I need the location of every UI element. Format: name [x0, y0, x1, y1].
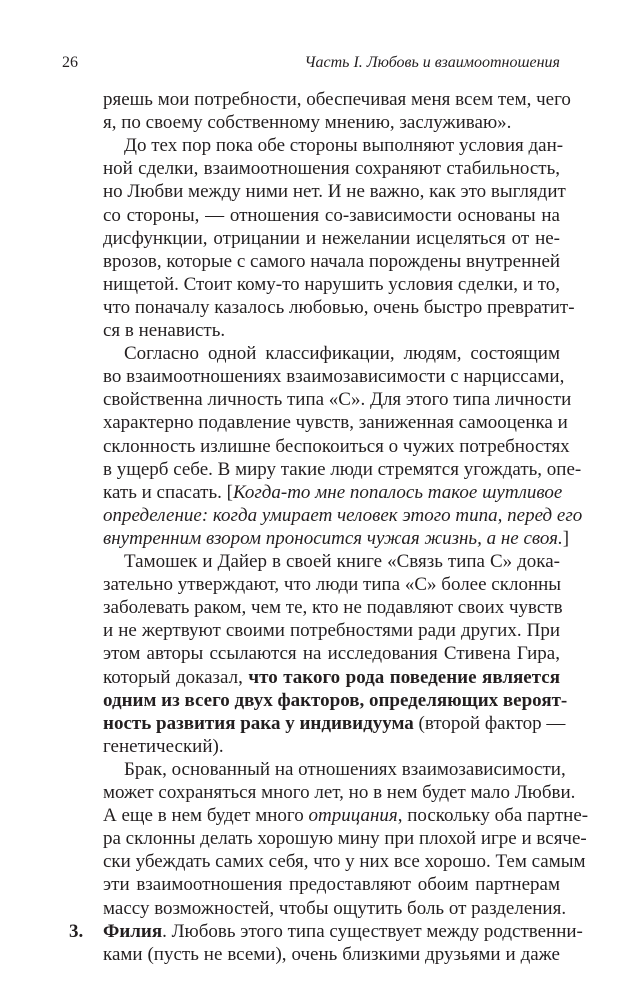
- text-line: [103, 596, 563, 620]
- text-segment: что поначалу казалось любовью, очень быстро превратит-: [103, 296, 575, 318]
- text-segment: заболевать раком, чем те, кто не подавляют своих чувств: [103, 597, 563, 619]
- text-segment: склонность излишне беспокоиться о чужих потребностях: [103, 435, 570, 457]
- bold-text: ность развития рака у индивидуума: [103, 712, 414, 734]
- text-segment: кать и спасать. [: [103, 481, 233, 503]
- text-line: [103, 619, 560, 643]
- text-line: [103, 411, 568, 435]
- text-segment: ной сделки, взаимоотношения сохраняют стабильность,: [103, 158, 560, 180]
- text-line: [103, 943, 560, 967]
- text-segment: . Любовь этого типа существует между родственни-: [162, 920, 583, 942]
- text-segment: дисфункции, отрицании и нежелании исцеляться от не-: [103, 227, 560, 249]
- italic-text: определение: когда умирает человек этого типа, перед его: [103, 504, 583, 526]
- text-line: [103, 273, 560, 297]
- text-line: [103, 804, 589, 828]
- text-line: [103, 481, 563, 505]
- italic-text: внутренним взором проносится чужая жизнь, а не своя.: [103, 527, 563, 549]
- text-line: [103, 735, 560, 759]
- text-segment: А еще в нем будет много: [103, 805, 309, 827]
- text-line: [103, 666, 560, 690]
- text-line: [124, 550, 560, 574]
- text-line: [103, 689, 568, 713]
- text-line: [103, 296, 575, 320]
- text-segment: ра склонны делать хорошую мину при плохой игре и всяче-: [103, 828, 587, 850]
- text-line: [103, 204, 560, 228]
- text-segment: ками (пусть не всеми), очень близкими друзьями и даже: [103, 943, 560, 965]
- text-segment: нищетой. Стоит кому-то нарушить условия сделки, и то,: [103, 273, 560, 295]
- bold-text: одним из всего двух факторов, определяющих вероят-: [103, 689, 568, 711]
- text-segment: ски убеждать самих себя, что у них все хорошо. Тем самым: [103, 851, 586, 873]
- text-segment: массу возможностей, чтобы ощутить боль от разделения.: [103, 897, 567, 919]
- text-line: [103, 827, 587, 851]
- text-line: [103, 157, 560, 181]
- text-segment: я, по своему собственному мнению, заслуживаю».: [103, 112, 512, 134]
- text-segment: свойственна личность типа «С». Для этого типа личности: [103, 389, 572, 411]
- text-line: [103, 227, 560, 251]
- running-title: Часть I. Любовь и взаимоотношения: [304, 54, 560, 71]
- text-line: [103, 504, 583, 528]
- text-segment: Тамошек и Дайер в своей книге «Связь типа С» дока-: [124, 551, 560, 572]
- text-line: [103, 873, 560, 897]
- text-line: [103, 712, 566, 736]
- text-segment: со стороны, — отношения со-зависимости основаны на: [103, 204, 560, 226]
- text-segment: (второй фактор —: [413, 712, 566, 734]
- text-line: [103, 435, 570, 459]
- text-segment: , поскольку оба партне-: [397, 805, 589, 827]
- italic-text: Когда-то мне попалось такое шутливое: [232, 481, 563, 503]
- text-segment: во взаимоотношениях взаимозависимости с нарциссами,: [103, 366, 565, 388]
- text-line: [103, 388, 572, 412]
- text-segment: ряешь мои потребности, обеспечивая меня всем тем, чего: [103, 89, 571, 110]
- text-line: [103, 573, 560, 597]
- text-segment: ]: [562, 527, 570, 549]
- text-line: [69, 920, 583, 944]
- text-segment: в ущерб себе. В миру такие люди стремятся угождать, опе-: [103, 458, 582, 480]
- text-segment: врозов, которые с самого начала порождены внутренней: [103, 250, 561, 272]
- text-segment: который доказал,: [103, 666, 249, 688]
- text-segment: может сохраняться много лет, но в нем будет мало Любви.: [103, 782, 576, 803]
- text-segment: Согласно одной классификации, людям, состоящим: [124, 343, 560, 365]
- text-segment: ся в ненависть.: [103, 320, 226, 341]
- text-segment: зательно утверждают, что люди типа «С» более склонны: [103, 574, 562, 596]
- italic-text: отрицания: [308, 805, 398, 827]
- text-segment: До тех пор пока обе стороны выполняют условия дан-: [124, 135, 564, 157]
- text-segment: но Любви между ними нет. И не важно, как это выглядит: [103, 181, 566, 203]
- text-line: [103, 250, 560, 274]
- list-number: 3.: [69, 920, 84, 942]
- text-line: [103, 319, 560, 343]
- page-number: 26: [62, 54, 78, 71]
- text-line: [103, 365, 565, 389]
- text-line: [103, 527, 570, 551]
- text-segment: и не жертвуют своими потребностями ради других. При: [103, 620, 560, 642]
- text-line: [103, 642, 560, 666]
- text-segment: генетический).: [103, 735, 224, 757]
- text-line: [124, 134, 564, 158]
- text-segment: Брак, основанный на отношениях взаимозависимости,: [124, 758, 566, 780]
- text-line: [103, 897, 567, 921]
- text-line: [124, 342, 560, 366]
- text-line: [103, 458, 582, 482]
- text-line: [103, 180, 566, 204]
- text-segment: этом авторы ссылаются на исследования Стивена Гира,: [103, 643, 560, 665]
- text-segment: характерно подавление чувств, заниженная самооценка и: [103, 412, 568, 434]
- bold-text: что такого рода поведение является: [248, 666, 561, 688]
- text-line: [103, 111, 560, 135]
- text-line: [103, 781, 576, 805]
- text-line: [103, 850, 586, 874]
- bold-text: Филия: [103, 920, 163, 942]
- text-line: [103, 88, 571, 112]
- text-segment: эти взаимоотношения предоставляют обоим партнерам: [103, 874, 560, 896]
- text-line: [124, 758, 566, 782]
